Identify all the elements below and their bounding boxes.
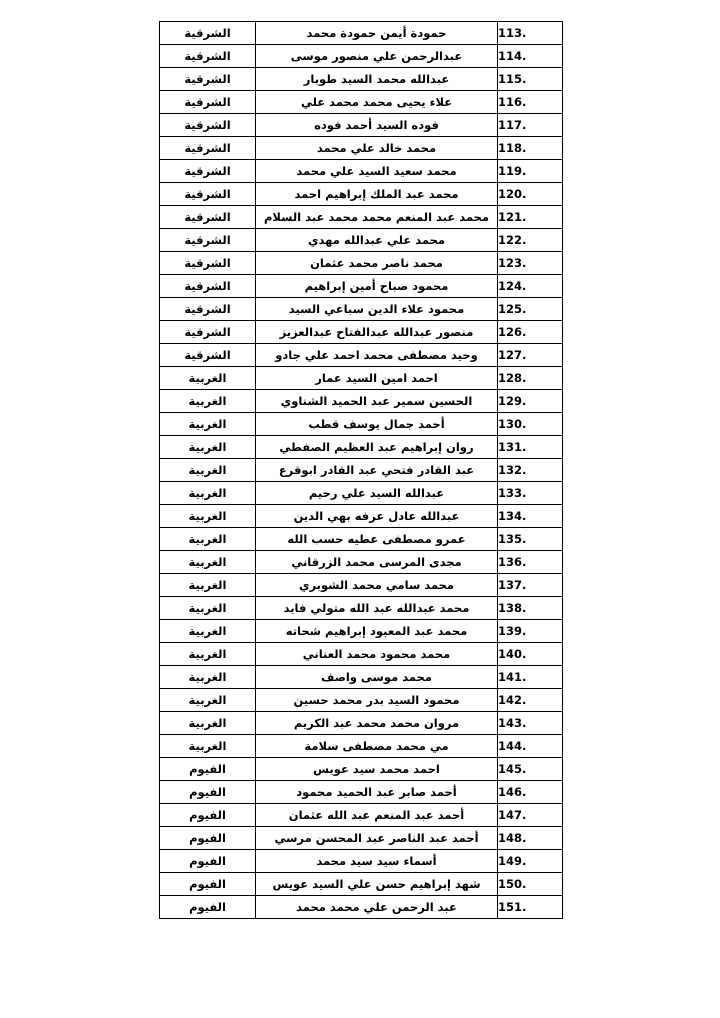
row-number-cell bbox=[498, 666, 563, 689]
person-name: محمود علاء الدين سباعي السيد bbox=[256, 298, 498, 321]
governorate: الفيوم bbox=[160, 804, 256, 827]
table-row bbox=[160, 528, 563, 551]
row-number: 130. bbox=[498, 417, 527, 431]
row-number-cell bbox=[498, 298, 563, 321]
row-number: 148. bbox=[498, 831, 527, 845]
row-number: 132. bbox=[498, 463, 527, 477]
table-row bbox=[160, 551, 563, 574]
row-number: 139. bbox=[498, 624, 527, 638]
row-number: 131. bbox=[498, 440, 527, 454]
row-number: 121. bbox=[498, 210, 527, 224]
person-name: محمد عبد المعبود إبراهيم شحاته bbox=[256, 620, 498, 643]
row-number: 143. bbox=[498, 716, 527, 730]
table-row bbox=[160, 482, 563, 505]
person-name: مي محمد مصطفى سلامة bbox=[256, 735, 498, 758]
row-number-cell bbox=[498, 183, 563, 206]
governorate: الغربية bbox=[160, 643, 256, 666]
person-name: محمد محمود محمد العناني bbox=[256, 643, 498, 666]
person-name: محمد عبدالله عبد الله متولي فايد bbox=[256, 597, 498, 620]
row-number-cell bbox=[498, 137, 563, 160]
table-row bbox=[160, 321, 563, 344]
person-name: محمد موسى واصف bbox=[256, 666, 498, 689]
row-number-cell bbox=[498, 781, 563, 804]
governorate: الغربية bbox=[160, 413, 256, 436]
governorate: الغربية bbox=[160, 735, 256, 758]
row-number-cell bbox=[498, 367, 563, 390]
row-number-cell bbox=[498, 390, 563, 413]
person-name: احمد محمد سيد عويس bbox=[256, 758, 498, 781]
row-number: 135. bbox=[498, 532, 527, 546]
table-row bbox=[160, 160, 563, 183]
governorate: الشرقية bbox=[160, 229, 256, 252]
row-number-cell bbox=[498, 574, 563, 597]
row-number: 129. bbox=[498, 394, 527, 408]
row-number: 151. bbox=[498, 900, 527, 914]
person-name: محمد عبد المنعم محمد محمد عبد السلام bbox=[256, 206, 498, 229]
row-number: 144. bbox=[498, 739, 527, 753]
person-name: محمود صباح أمين إبراهيم bbox=[256, 275, 498, 298]
person-name: أحمد جمال يوسف قطب bbox=[256, 413, 498, 436]
governorate: الغربية bbox=[160, 390, 256, 413]
table-row bbox=[160, 758, 563, 781]
table-row bbox=[160, 505, 563, 528]
row-number-cell bbox=[498, 735, 563, 758]
row-number-cell bbox=[498, 873, 563, 896]
governorate: الفيوم bbox=[160, 896, 256, 919]
row-number-cell bbox=[498, 321, 563, 344]
table-row bbox=[160, 183, 563, 206]
person-name: عبدالله محمد السيد طوبار bbox=[256, 68, 498, 91]
table-row bbox=[160, 367, 563, 390]
table-row bbox=[160, 206, 563, 229]
row-number-cell bbox=[498, 252, 563, 275]
row-number: 134. bbox=[498, 509, 527, 523]
roster-table bbox=[159, 21, 563, 919]
row-number: 115. bbox=[498, 72, 527, 86]
person-name: منصور عبدالله عبدالفتاح عبدالعزيز bbox=[256, 321, 498, 344]
row-number-cell bbox=[498, 827, 563, 850]
table-row bbox=[160, 689, 563, 712]
governorate: الشرقية bbox=[160, 252, 256, 275]
row-number: 136. bbox=[498, 555, 527, 569]
table-row bbox=[160, 436, 563, 459]
governorate: الغربية bbox=[160, 528, 256, 551]
person-name: عبدالله عادل عرفه بهي الدين bbox=[256, 505, 498, 528]
row-number: 124. bbox=[498, 279, 527, 293]
person-name: عبدالله السيد علي رحيم bbox=[256, 482, 498, 505]
person-name: محمد خالد علي محمد bbox=[256, 137, 498, 160]
person-name: عبدالرحمن علي منصور موسى bbox=[256, 45, 498, 68]
table-row bbox=[160, 781, 563, 804]
governorate: الشرقية bbox=[160, 206, 256, 229]
row-number: 122. bbox=[498, 233, 527, 247]
governorate: الشرقية bbox=[160, 298, 256, 321]
table-row bbox=[160, 137, 563, 160]
row-number: 119. bbox=[498, 164, 527, 178]
table-row bbox=[160, 597, 563, 620]
row-number-cell bbox=[498, 597, 563, 620]
row-number-cell bbox=[498, 413, 563, 436]
row-number-cell bbox=[498, 689, 563, 712]
person-name: عبد الرحمن علي محمد محمد bbox=[256, 896, 498, 919]
row-number-cell bbox=[498, 275, 563, 298]
table-row bbox=[160, 91, 563, 114]
governorate: الفيوم bbox=[160, 873, 256, 896]
governorate: الغربية bbox=[160, 666, 256, 689]
person-name: روان إبراهيم عبد العظيم الصفطي bbox=[256, 436, 498, 459]
person-name: محمد عبد الملك إبراهيم احمد bbox=[256, 183, 498, 206]
row-number-cell bbox=[498, 505, 563, 528]
table-row bbox=[160, 413, 563, 436]
person-name: عبد القادر فتحي عبد القادر ابوقرع bbox=[256, 459, 498, 482]
row-number: 123. bbox=[498, 256, 527, 270]
governorate: الغربية bbox=[160, 597, 256, 620]
row-number: 150. bbox=[498, 877, 527, 891]
person-name: أسماء سيد سيد محمد bbox=[256, 850, 498, 873]
row-number-cell bbox=[498, 459, 563, 482]
table-row bbox=[160, 229, 563, 252]
governorate: الشرقية bbox=[160, 22, 256, 45]
person-name: وحيد مصطفى محمد احمد علي جادو bbox=[256, 344, 498, 367]
table-row bbox=[160, 390, 563, 413]
row-number-cell bbox=[498, 91, 563, 114]
governorate: الفيوم bbox=[160, 850, 256, 873]
row-number-cell bbox=[498, 436, 563, 459]
person-name: مجدى المرسى محمد الزرقاني bbox=[256, 551, 498, 574]
table-row bbox=[160, 252, 563, 275]
table-row bbox=[160, 873, 563, 896]
row-number: 146. bbox=[498, 785, 527, 799]
governorate: الغربية bbox=[160, 459, 256, 482]
table-row bbox=[160, 712, 563, 735]
governorate: الفيوم bbox=[160, 827, 256, 850]
table-row bbox=[160, 827, 563, 850]
table-row bbox=[160, 459, 563, 482]
table-row bbox=[160, 850, 563, 873]
table-row bbox=[160, 666, 563, 689]
row-number: 140. bbox=[498, 647, 527, 661]
row-number: 128. bbox=[498, 371, 527, 385]
governorate: الشرقية bbox=[160, 275, 256, 298]
person-name: الحسين سمير عبد الحميد الشناوي bbox=[256, 390, 498, 413]
row-number-cell bbox=[498, 528, 563, 551]
governorate: الشرقية bbox=[160, 91, 256, 114]
table-row bbox=[160, 735, 563, 758]
table-row bbox=[160, 643, 563, 666]
table-row bbox=[160, 114, 563, 137]
governorate: الشرقية bbox=[160, 45, 256, 68]
row-number: 125. bbox=[498, 302, 527, 316]
governorate: الغربية bbox=[160, 505, 256, 528]
row-number-cell bbox=[498, 114, 563, 137]
person-name: حمودة أيمن حمودة محمد bbox=[256, 22, 498, 45]
table-row bbox=[160, 804, 563, 827]
row-number-cell bbox=[498, 896, 563, 919]
governorate: الغربية bbox=[160, 620, 256, 643]
table-row bbox=[160, 574, 563, 597]
row-number-cell bbox=[498, 643, 563, 666]
row-number: 133. bbox=[498, 486, 527, 500]
table-row bbox=[160, 620, 563, 643]
roster-table-body bbox=[160, 22, 563, 919]
table-row bbox=[160, 298, 563, 321]
row-number-cell bbox=[498, 45, 563, 68]
row-number-cell bbox=[498, 804, 563, 827]
row-number: 126. bbox=[498, 325, 527, 339]
row-number: 138. bbox=[498, 601, 527, 615]
governorate: الفيوم bbox=[160, 781, 256, 804]
row-number-cell bbox=[498, 482, 563, 505]
governorate: الشرقية bbox=[160, 68, 256, 91]
person-name: أحمد عبد المنعم عبد الله عثمان bbox=[256, 804, 498, 827]
governorate: الغربية bbox=[160, 436, 256, 459]
row-number-cell bbox=[498, 551, 563, 574]
person-name: محمد ناصر محمد عثمان bbox=[256, 252, 498, 275]
table-row bbox=[160, 344, 563, 367]
person-name: محمد سعيد السيد علي محمد bbox=[256, 160, 498, 183]
governorate: الشرقية bbox=[160, 183, 256, 206]
row-number-cell bbox=[498, 229, 563, 252]
person-name: علاء يحيى محمد محمد علي bbox=[256, 91, 498, 114]
person-name: احمد امين السيد عمار bbox=[256, 367, 498, 390]
row-number-cell bbox=[498, 206, 563, 229]
row-number-cell bbox=[498, 160, 563, 183]
row-number-cell bbox=[498, 712, 563, 735]
person-name: فوده السيد أحمد فوده bbox=[256, 114, 498, 137]
row-number: 116. bbox=[498, 95, 527, 109]
table-row bbox=[160, 45, 563, 68]
person-name: محمد سامي محمد الشوبري bbox=[256, 574, 498, 597]
row-number-cell bbox=[498, 344, 563, 367]
table-row bbox=[160, 275, 563, 298]
row-number: 120. bbox=[498, 187, 527, 201]
roster-page bbox=[159, 21, 561, 919]
table-row bbox=[160, 68, 563, 91]
row-number: 145. bbox=[498, 762, 527, 776]
person-name: مروان محمد محمد عبد الكريم bbox=[256, 712, 498, 735]
row-number-cell bbox=[498, 620, 563, 643]
row-number: 141. bbox=[498, 670, 527, 684]
governorate: الفيوم bbox=[160, 758, 256, 781]
governorate: الشرقية bbox=[160, 321, 256, 344]
person-name: شهد إبراهيم حسن علي السيد عويس bbox=[256, 873, 498, 896]
row-number: 142. bbox=[498, 693, 527, 707]
row-number: 147. bbox=[498, 808, 527, 822]
governorate: الغربية bbox=[160, 367, 256, 390]
governorate: الشرقية bbox=[160, 160, 256, 183]
person-name: عمرو مصطفى عطيه حسب الله bbox=[256, 528, 498, 551]
row-number-cell bbox=[498, 68, 563, 91]
governorate: الشرقية bbox=[160, 114, 256, 137]
person-name: محمد علي عبدالله مهدي bbox=[256, 229, 498, 252]
governorate: الشرقية bbox=[160, 137, 256, 160]
person-name: أحمد صابر عبد الحميد محمود bbox=[256, 781, 498, 804]
row-number: 137. bbox=[498, 578, 527, 592]
table-row bbox=[160, 22, 563, 45]
governorate: الغربية bbox=[160, 551, 256, 574]
governorate: الغربية bbox=[160, 689, 256, 712]
row-number: 118. bbox=[498, 141, 527, 155]
governorate: الغربية bbox=[160, 482, 256, 505]
table-row bbox=[160, 896, 563, 919]
row-number: 113. bbox=[498, 26, 527, 40]
governorate: الغربية bbox=[160, 574, 256, 597]
governorate: الغربية bbox=[160, 712, 256, 735]
row-number: 114. bbox=[498, 49, 527, 63]
row-number: 149. bbox=[498, 854, 527, 868]
governorate: الشرقية bbox=[160, 344, 256, 367]
row-number-cell bbox=[498, 850, 563, 873]
person-name: أحمد عبد الناصر عبد المحسن مرسي bbox=[256, 827, 498, 850]
row-number: 117. bbox=[498, 118, 527, 132]
row-number-cell bbox=[498, 758, 563, 781]
person-name: محمود السيد بدر محمد حسين bbox=[256, 689, 498, 712]
row-number-cell bbox=[498, 22, 563, 45]
row-number: 127. bbox=[498, 348, 527, 362]
